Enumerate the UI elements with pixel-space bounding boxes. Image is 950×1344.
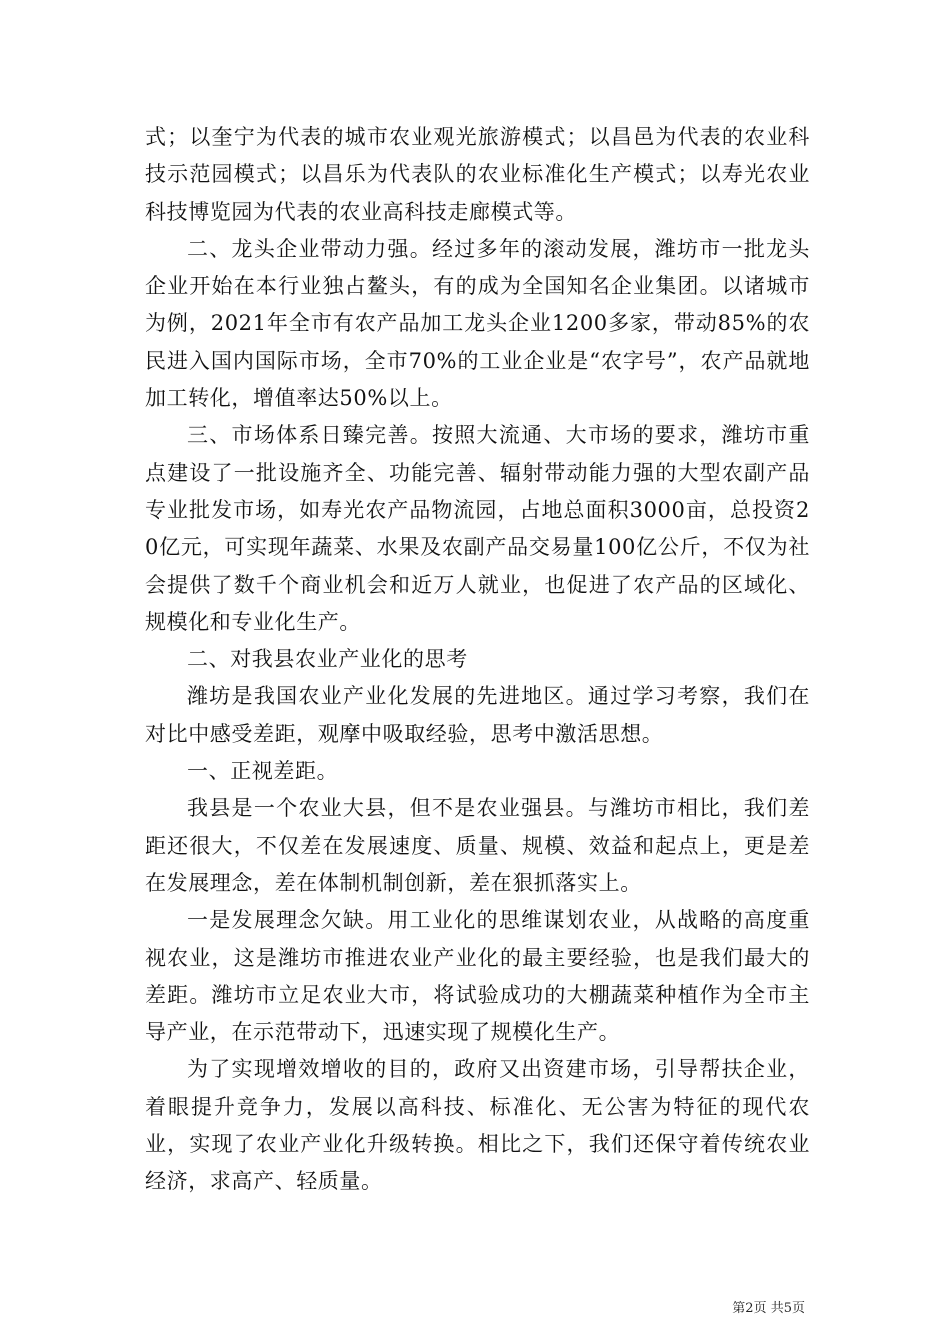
paragraph-7: 我县是一个农业大县，但不是农业强县。与潍坊市相比，我们差距还很大，不仅差在发展速度、质量、规模、效益和起点上，更是差在发展理念，差在体制机制创新，差在狠抓落实上。 bbox=[145, 796, 810, 895]
total-pages-number: 5 bbox=[783, 1301, 792, 1316]
paragraph-3: 三、市场体系日臻完善。按照大流通、大市场的要求，潍坊市重点建设了一批设施齐全、功能完善、辐射带动能力强的大型农副产品专业批发市场，如寿光农产品物流园，占地总面积3000亩，总投资20亿元，可实现年蔬菜、水果及农副产品交易量100亿公斤，不仅为社会提供了数千个商业机会和近万人就业，也促进了农产品的区域化、规模化和专业化生产。 bbox=[145, 423, 810, 634]
footer-middle: 页 共 bbox=[753, 1301, 784, 1316]
footer-prefix: 第 bbox=[732, 1301, 746, 1316]
paragraph-1: 式；以奎宁为代表的城市农业观光旅游模式；以昌邑为代表的农业科技示范园模式；以昌乐为代表队的农业标准化生产模式；以寿光农业科技博览园为代表的农业高科技走廊模式等。 bbox=[145, 125, 810, 224]
paragraph-2: 二、龙头企业带动力强。经过多年的滚动发展，潍坊市一批龙头企业开始在本行业独占鳌头，有的成为全国知名企业集团。以诸城市为例，2021年全市有农产品加工龙头企业1200多家，带动85%的农民进入国内国际市场，全市70%的工业企业是“农字号”，农产品就地加工转化，增值率达50%以上。 bbox=[145, 236, 810, 411]
subsection-heading: 一、正视差距。 bbox=[187, 759, 339, 784]
page-number-footer bbox=[732, 1297, 805, 1316]
current-page-number: 2 bbox=[745, 1301, 754, 1316]
paragraph-9: 为了实现增效增收的目的，政府又出资建市场，引导帮扶企业，着眼提升竞争力，发展以高科技、标准化、无公害为特征的现代农业，实现了农业产业化升级转换。相比之下，我们还保守着传统农业经济，求高产、轻质量。 bbox=[145, 1057, 810, 1194]
section-heading: 二、对我县农业产业化的思考 bbox=[187, 647, 468, 672]
paragraph-5: 潍坊是我国农业产业化发展的先进地区。通过学习考察，我们在对比中感受差距，观摩中吸取经验，思考中激活思想。 bbox=[145, 684, 810, 746]
document-body bbox=[145, 119, 810, 1201]
footer-suffix: 页 bbox=[791, 1301, 805, 1316]
paragraph-8: 一是发展理念欠缺。用工业化的思维谋划农业，从战略的高度重视农业，这是潍坊市推进农业产业化的最主要经验，也是我们最大的差距。潍坊市立足农业大市，将试验成功的大棚蔬菜种植作为全市主导产业，在示范带动下，迅速实现了规模化生产。 bbox=[145, 908, 810, 1045]
